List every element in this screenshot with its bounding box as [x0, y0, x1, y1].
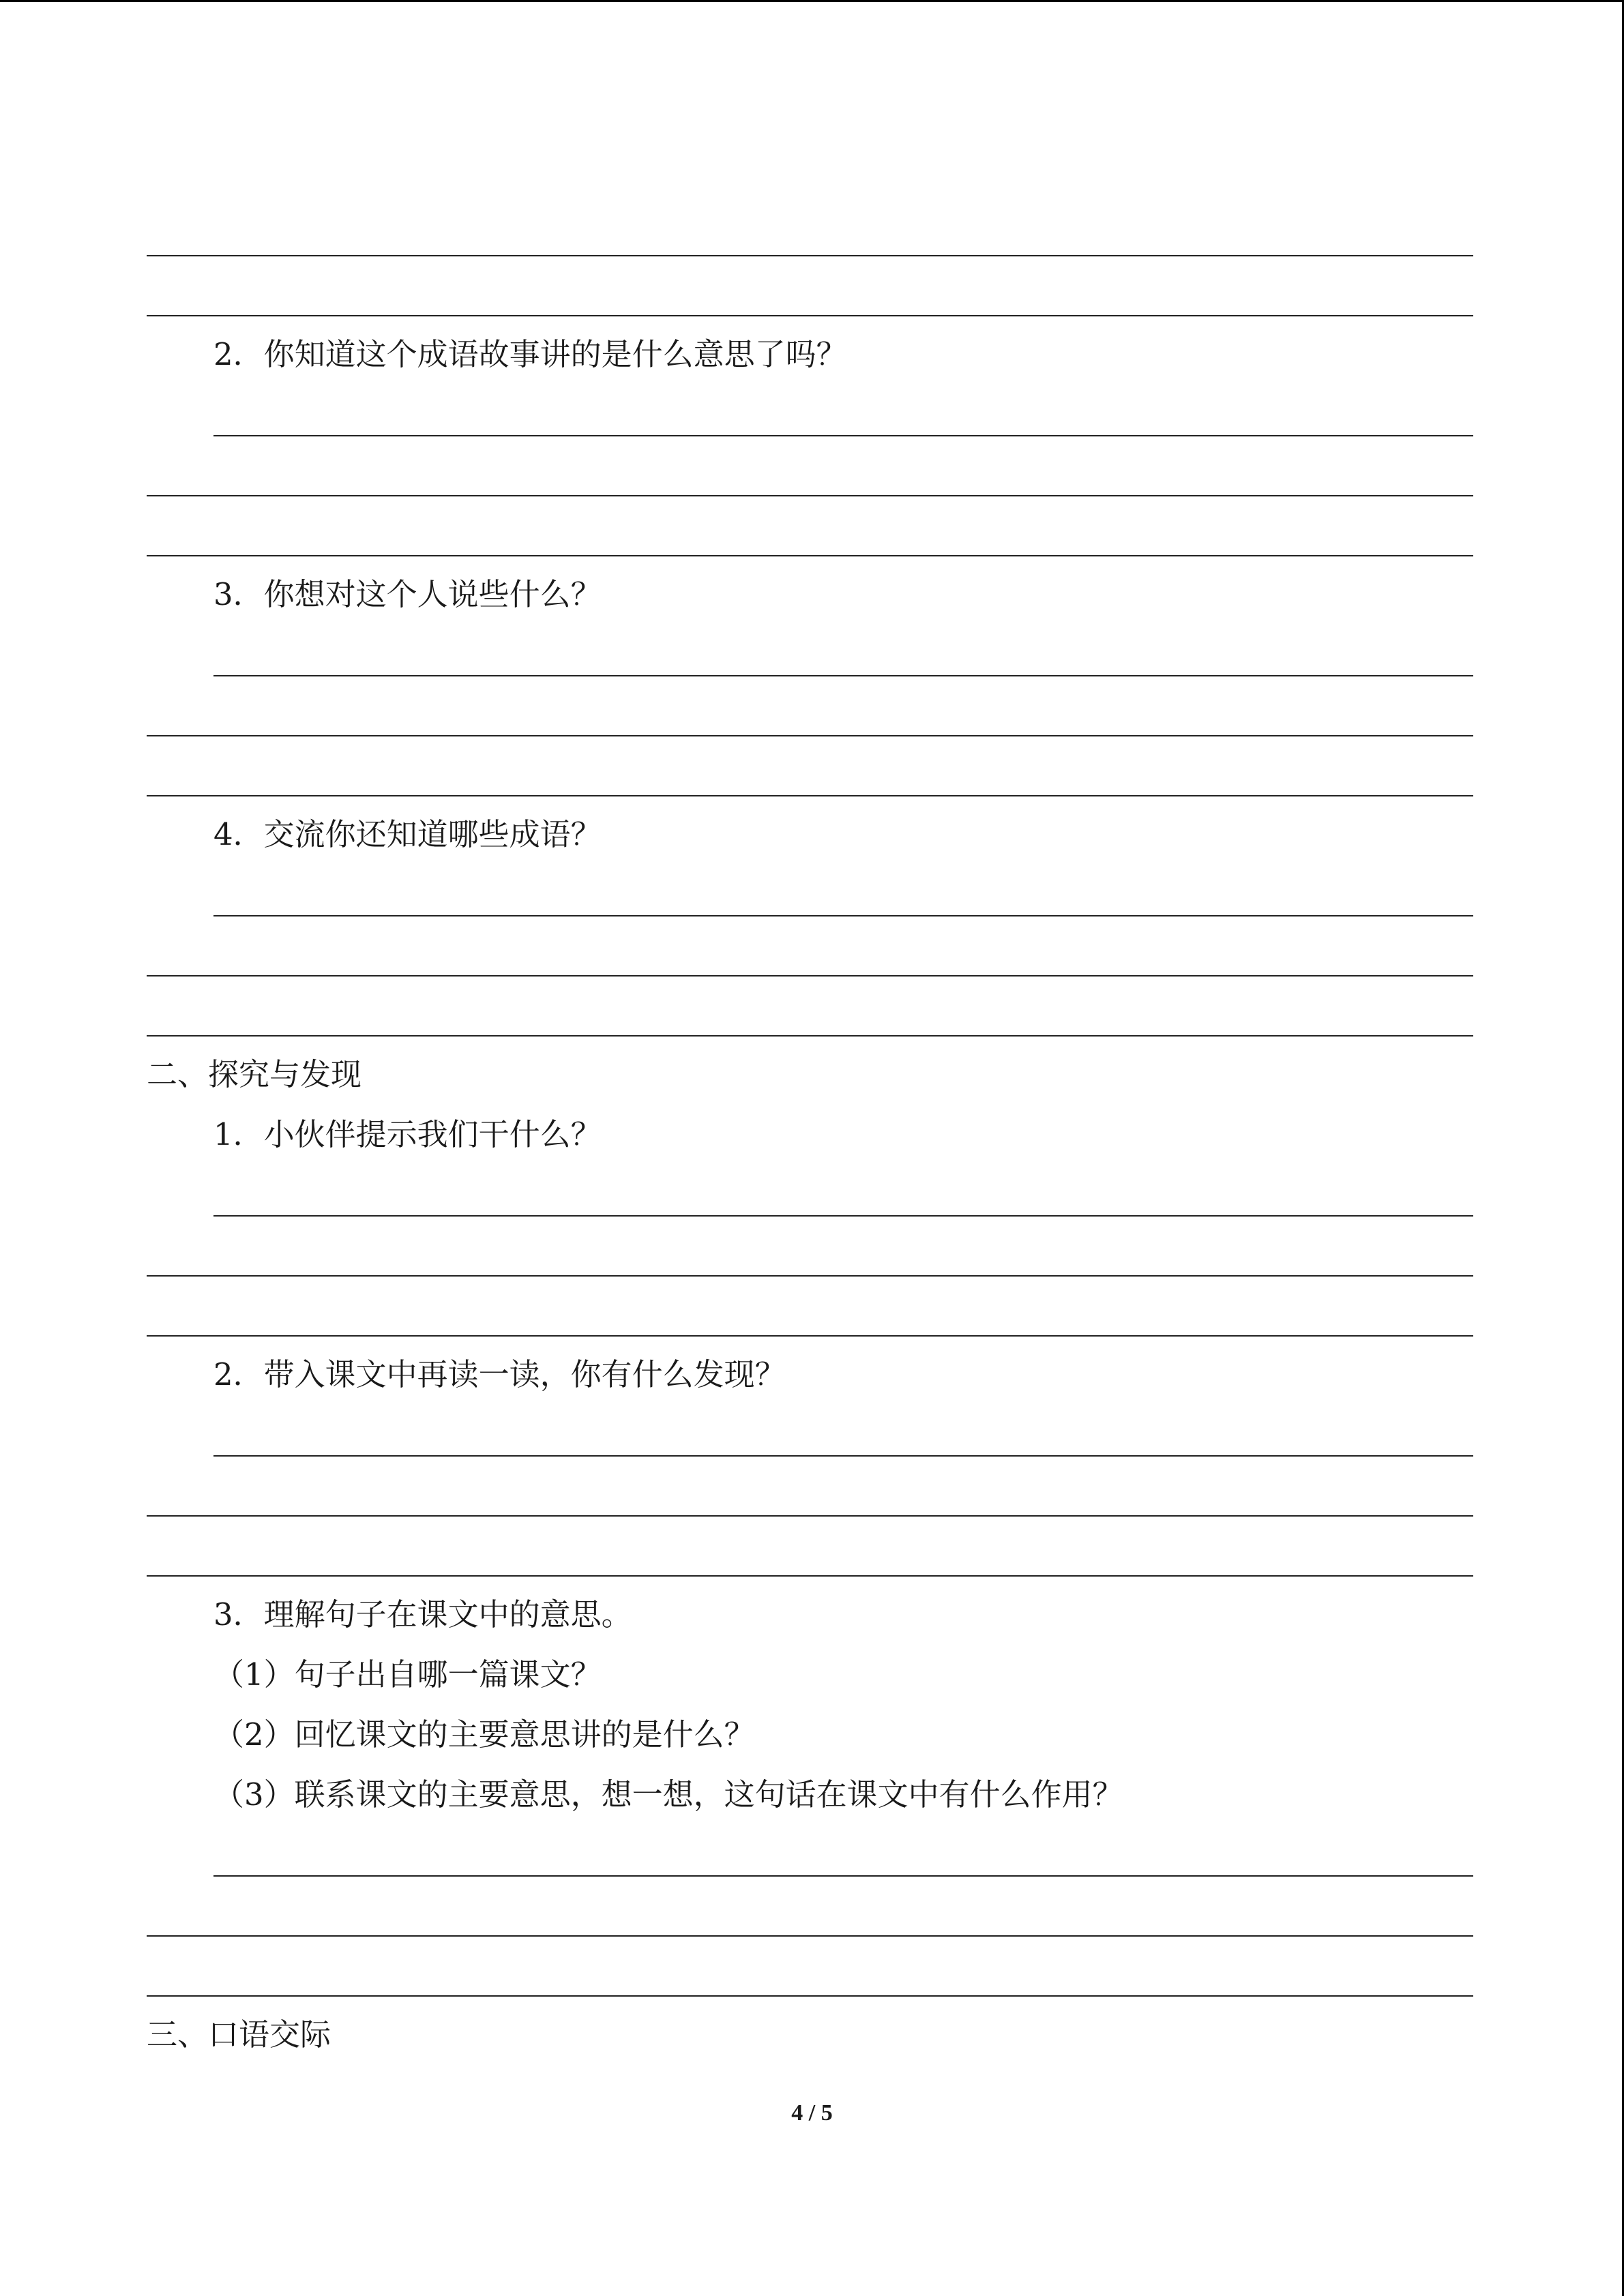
answer-line[interactable]	[147, 1935, 1473, 1937]
answer-line[interactable]	[213, 1455, 1473, 1457]
explore-question-3: 3．理解句子在课文中的意思。	[213, 1596, 632, 1632]
page-number: 4 / 5	[791, 2100, 833, 2126]
answer-line[interactable]	[147, 555, 1473, 556]
question-3: 3．你想对这个人说些什么？	[213, 576, 602, 612]
answer-line[interactable]	[147, 315, 1473, 316]
answer-line[interactable]	[147, 975, 1473, 976]
answer-line[interactable]	[213, 915, 1473, 916]
section-heading-explore: 二、探究与发现	[147, 1056, 362, 1092]
answer-line[interactable]	[147, 735, 1473, 736]
answer-line[interactable]	[213, 675, 1473, 676]
answer-line[interactable]	[147, 1335, 1473, 1337]
answer-line[interactable]	[147, 495, 1473, 496]
sub-question-1: （1）句子出自哪一篇课文？	[213, 1656, 602, 1693]
answer-line[interactable]	[213, 435, 1473, 436]
answer-line[interactable]	[213, 1875, 1473, 1877]
answer-line[interactable]	[147, 1035, 1473, 1037]
answer-line[interactable]	[147, 1275, 1473, 1277]
answer-line[interactable]	[147, 1995, 1473, 1997]
explore-question-1: 1．小伙伴提示我们干什么？	[213, 1116, 602, 1152]
sub-question-2: （2）回忆课文的主要意思讲的是什么？	[213, 1716, 755, 1753]
section-heading-oral: 三、口语交际	[147, 2016, 331, 2053]
answer-line[interactable]	[147, 255, 1473, 256]
explore-question-2: 2．带入课文中再读一读，你有什么发现？	[213, 1356, 786, 1392]
answer-line[interactable]	[147, 1515, 1473, 1517]
question-4: 4．交流你还知道哪些成语？	[213, 816, 602, 852]
question-2: 2．你知道这个成语故事讲的是什么意思了吗？	[213, 336, 847, 372]
answer-line[interactable]	[147, 1575, 1473, 1577]
answer-line[interactable]	[147, 795, 1473, 796]
sub-question-3: （3）联系课文的主要意思，想一想，这句话在课文中有什么作用？	[213, 1776, 1123, 1813]
answer-line[interactable]	[213, 1215, 1473, 1217]
